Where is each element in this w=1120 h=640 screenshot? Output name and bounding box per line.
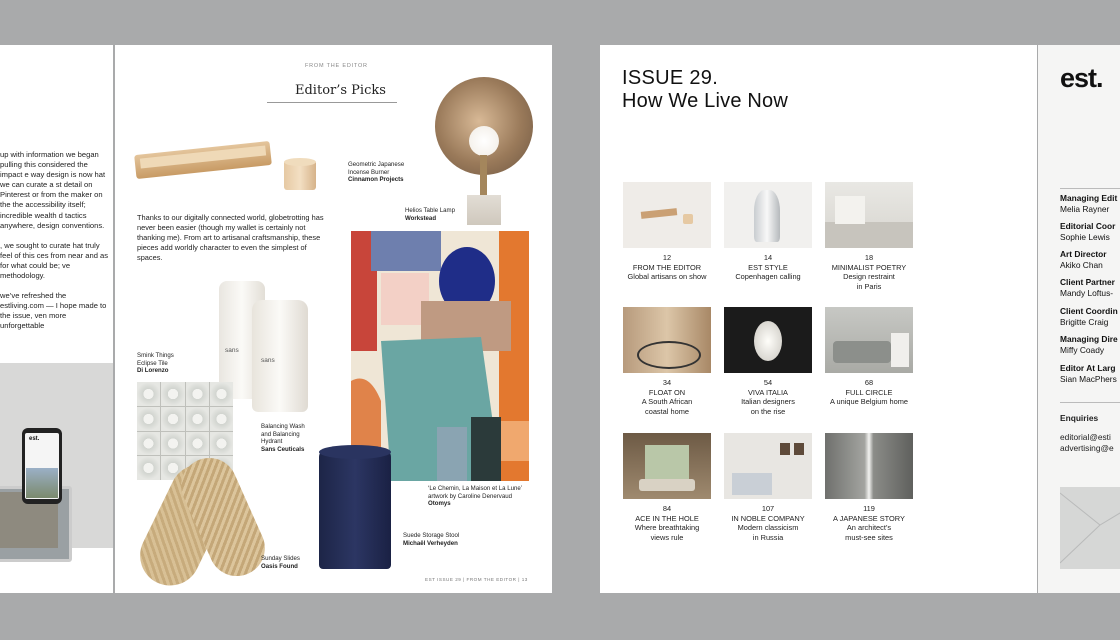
masthead-entry [1060,193,1117,214]
thumb-float-on [623,307,711,373]
contents-title: ACE IN THE HOLE [635,513,699,523]
masthead-name: Sian MacPhers [1060,373,1117,384]
previous-page-text [0,150,110,342]
thumb-est-style [724,182,812,248]
contents-desc: A unique Belgium home [829,397,909,407]
caption-line: Eclipse Tile [137,359,168,367]
contents-desc: Italian designers [741,397,795,407]
lamp-stem [480,155,487,195]
phone-logo: est. [29,436,40,442]
contents-title: FLOAT ON [648,387,686,397]
thumb-in-noble-company [724,433,812,499]
contents-item[interactable] [713,378,823,416]
contents-desc: views rule [650,532,684,542]
contents-item[interactable] [612,504,722,542]
storage-stool-top [319,445,391,459]
masthead-role: Art Director [1060,249,1107,259]
contents-item[interactable] [612,253,722,282]
contents-page-number: 68 [864,378,874,387]
masthead-entry [1060,221,1115,242]
contents-page-number: 107 [761,504,775,513]
masthead-entry [1060,249,1107,270]
caption-slides [261,555,300,570]
envelope-image [1060,487,1120,569]
page-title: Editor’s Picks [295,83,386,98]
contents-item[interactable] [814,504,924,542]
thumb-ace-in-the-hole [623,433,711,499]
caption-artwork [428,485,522,508]
caption-line: Smink Things [137,352,174,359]
thumb-from-the-editor [623,182,711,248]
page-footer: EST ISSUE 29 | FROM THE EDITOR | 13 [425,577,528,582]
contents-title: VIVA ITALIA [748,387,788,397]
caption-stool [403,532,459,547]
bottle-label: sans [225,347,239,354]
contents-desc: in Russia [752,532,784,542]
masthead-role: Managing Edit [1060,193,1118,203]
hydrant-bottle-image [252,300,308,412]
editorial-email-link[interactable]: editorial@esti [1060,432,1111,442]
contents-page-number: 34 [662,378,672,387]
masthead-role: Managing Dire [1060,334,1118,344]
caption-brand: Workstead [405,214,437,222]
masthead-role: Client Coordin [1060,306,1118,316]
paragraph: up with information we began pulling this considered the impact e way design is now hat we can curate a st detail on Pinterest or from the maker on the the accessibility itself; incredible wealth d tactics anywhere, design conventions. [0,150,106,230]
enquiries-heading: Enquiries [1060,413,1099,423]
brand-logo: est. [1060,63,1103,93]
contents-page-number: 12 [662,253,672,262]
bottle-label: sans [261,357,275,364]
contents-item[interactable] [713,253,823,282]
contents-title: A JAPANESE STORY [833,513,905,523]
masthead-page [1038,45,1120,593]
masthead-name: Akiko Chan [1060,259,1103,270]
caption-line: Balancing Wash [261,423,305,430]
contents-page [600,45,1037,593]
storage-stool-image [319,449,391,569]
contents-title: FULL CIRCLE [845,387,893,397]
caption-line: ‘Le Chemin, La Maison et La Lune’ [428,485,523,492]
contents-desc: Where breathtaking [634,523,700,533]
caption-brand: Oasis Found [261,562,298,570]
caption-brand: Di Lorenzo [137,367,169,375]
phone-photo [26,468,58,498]
paragraph: we’ve refreshed the estliving.com — I hope made to the issue, ven more unforgettable [0,291,107,331]
caption-line: Hydrant [261,438,283,446]
artwork-image [351,231,529,481]
contents-page-number: 18 [864,253,874,262]
contents-desc: Design restraint [843,272,895,282]
caption-line: Sunday Slides [261,555,300,562]
contents-desc: An architect’s [846,523,892,533]
masthead-entry [1060,334,1118,355]
caption-brand: Cinnamon Projects [348,176,404,184]
contents-desc: Modern classicism [737,523,799,533]
thumb-a-japanese-story [825,433,913,499]
caption-brand: Michaël Verheyden [403,539,458,547]
masthead-role: Editorial Coor [1060,221,1116,231]
masthead-role: Client Partner [1060,277,1115,287]
editors-picks-page [115,45,552,593]
caption-line: Suede Storage Stool [403,532,460,539]
advertising-email-link[interactable]: advertising@e [1060,443,1114,453]
contents-item[interactable] [713,504,823,542]
lamp-bulb [469,126,499,156]
contents-item[interactable] [814,253,924,291]
masthead-entry [1060,363,1117,384]
caption-incense [348,161,404,184]
masthead-name: Sophie Lewis [1060,231,1110,242]
issue-number: ISSUE 29. [622,67,719,89]
contents-desc: on the rise [750,406,786,416]
caption-line: artwork by Caroline Denervaud [428,492,512,500]
contents-item[interactable] [612,378,722,416]
contents-page-number: 119 [863,504,875,513]
masthead-name: Miffy Coady [1060,344,1105,355]
contents-title: IN NOBLE COMPANY [731,513,805,523]
masthead-name: Melia Rayner [1060,203,1110,214]
contents-desc: Global artisans on show [627,272,707,282]
contents-title: FROM THE EDITOR [632,262,702,272]
title-rule [267,102,397,103]
contents-desc: A South African [641,397,693,407]
caption-brand: Otomys [428,500,451,508]
issue-title: How We Live Now [622,90,789,112]
thumb-viva-italia [724,307,812,373]
incense-burner-top [284,158,316,166]
masthead-name: Mandy Loftus- [1060,287,1114,298]
masthead-name: Brigitte Craig [1060,316,1109,327]
caption-brand: Sans Ceuticals [261,445,305,453]
caption-tile [137,352,174,375]
divider [1060,402,1120,403]
caption-lamp [405,207,455,222]
contents-item[interactable] [814,378,924,407]
thumb-full-circle [825,307,913,373]
contents-title: EST STYLE [748,262,788,272]
section-kicker: FROM THE EDITOR [305,63,368,69]
contents-desc: coastal home [645,406,689,416]
caption-line: and Balancing [261,430,300,438]
lamp-base [467,195,501,225]
contents-title: MINIMALIST POETRY [831,262,907,272]
thumb-minimalist-poetry [825,182,913,248]
caption-wash [261,423,305,453]
masthead-entry [1060,277,1115,298]
caption-line: Incense Burner [348,168,390,176]
masthead-role: Editor At Larg [1060,363,1116,373]
contents-desc: must-see sites [845,532,893,542]
caption-line: Geometric Japanese [348,161,405,168]
contents-desc: in Paris [856,281,882,291]
paragraph: , we sought to curate hat truly feel of this ces from near and as for what could be; ve methodology. [0,240,109,281]
masthead-entry [1060,306,1118,327]
contents-page-number: 54 [763,378,773,387]
contents-page-number: 84 [662,504,672,513]
intro-paragraph: Thanks to our digitally connected world, globetrotting has never been easier (though my wallet is certainly not thanking me). From art to artisanal craftsmanship, these pieces add worldly character to even the simplest of spaces. [137,213,324,262]
contents-desc: Copenhagen calling [735,272,801,282]
divider [1060,188,1120,189]
contents-page-number: 14 [763,253,773,262]
caption-line: Helios Table Lamp [405,207,456,214]
